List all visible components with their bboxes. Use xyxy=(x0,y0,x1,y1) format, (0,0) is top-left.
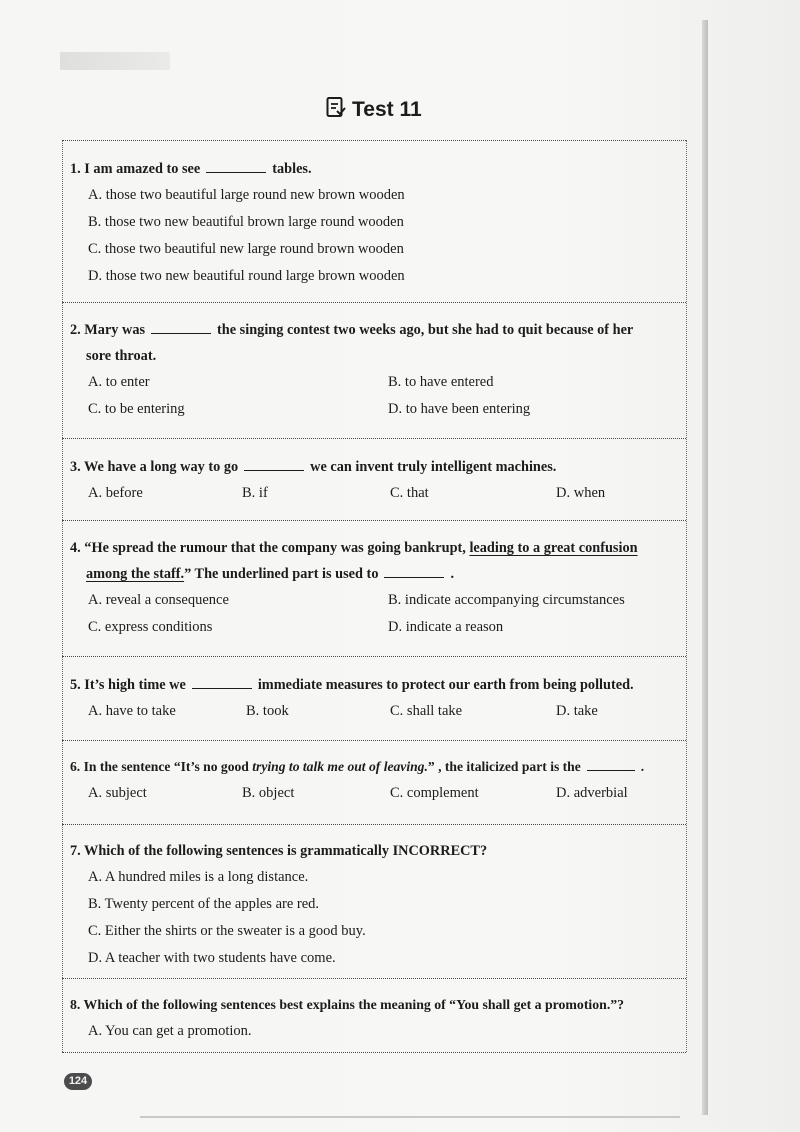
option-a[interactable]: A. subject xyxy=(88,785,147,801)
option-a[interactable]: A. A hundred miles is a long distance. xyxy=(88,869,309,885)
answer-blank[interactable] xyxy=(384,563,444,578)
frame-left-border xyxy=(62,140,63,1052)
option-d[interactable]: D. when xyxy=(556,485,606,501)
page-bottom-edge xyxy=(140,1116,680,1118)
divider xyxy=(62,656,686,657)
option-b[interactable]: B. Twenty percent of the apples are red. xyxy=(88,896,320,912)
options xyxy=(88,480,685,507)
question-stem: 3. We have a long way to go we can invent truly intelligent machines. xyxy=(70,454,685,480)
option-c[interactable]: C. express conditions xyxy=(88,619,213,635)
question-stem: 2. Mary was the singing contest two weeks ago, but she had to quit because of her sore throat. xyxy=(70,317,685,369)
divider xyxy=(62,520,686,521)
header-mark xyxy=(60,52,170,70)
question-stem: 1. I am amazed to see tables. xyxy=(70,156,685,182)
option-d[interactable]: D. A teacher with two students have come. xyxy=(88,950,336,966)
option-c[interactable]: C. Either the shirts or the sweater is a good buy. xyxy=(88,923,366,939)
question-stem: 5. It’s high time we immediate measures to protect our earth from being polluted. xyxy=(70,672,685,698)
question-3 xyxy=(70,454,685,507)
divider xyxy=(62,740,686,741)
divider xyxy=(62,140,686,141)
option-c[interactable]: C. those two beautiful new large round brown wooden xyxy=(88,241,404,257)
answer-blank[interactable] xyxy=(206,158,266,173)
page-spine-shadow xyxy=(702,20,708,1115)
title-text: Test 11 xyxy=(352,98,422,121)
option-b[interactable]: B. if xyxy=(242,485,268,501)
options xyxy=(88,587,685,641)
option-c[interactable]: C. complement xyxy=(390,785,479,801)
page-number: 124 xyxy=(64,1073,92,1090)
answer-blank[interactable] xyxy=(192,674,252,689)
question-5 xyxy=(70,672,685,725)
option-d[interactable]: D. adverbial xyxy=(556,785,628,801)
question-7 xyxy=(70,838,685,972)
answer-blank[interactable] xyxy=(244,456,304,471)
answer-blank[interactable] xyxy=(151,319,211,334)
clipboard-icon xyxy=(326,96,346,124)
page-title xyxy=(326,96,422,124)
options xyxy=(88,698,685,725)
option-a[interactable]: A. You can get a promotion. xyxy=(88,1023,252,1039)
divider xyxy=(62,302,686,303)
question-stem: 4. “He spread the rumour that the company was going bankrupt, leading to a great confusion among the staff.” The underlined part is used to . xyxy=(70,540,638,582)
option-d[interactable]: D. take xyxy=(556,703,598,719)
options xyxy=(88,780,685,807)
option-b[interactable]: B. those two new beautiful brown large round wooden xyxy=(88,214,404,230)
options xyxy=(88,1018,685,1045)
question-2 xyxy=(70,317,685,423)
question-stem: 7. Which of the following sentences is grammatically INCORRECT? xyxy=(70,843,488,859)
option-b[interactable]: B. object xyxy=(242,785,295,801)
option-d[interactable]: D. to have been entering xyxy=(388,401,531,417)
divider xyxy=(62,1052,686,1053)
options xyxy=(88,369,685,423)
option-b[interactable]: B. indicate accompanying circumstances xyxy=(388,592,625,608)
divider xyxy=(62,438,686,439)
answer-blank[interactable] xyxy=(587,756,635,771)
question-8 xyxy=(70,992,685,1045)
question-stem: 6. In the sentence “It’s no good trying to talk me out of leaving.” , the italicized part is the . xyxy=(70,754,685,780)
option-b[interactable]: B. to have entered xyxy=(388,374,494,390)
option-c[interactable]: C. shall take xyxy=(390,703,463,719)
option-d[interactable]: D. indicate a reason xyxy=(388,619,504,635)
question-6 xyxy=(70,754,685,807)
option-a[interactable]: A. have to take xyxy=(88,703,176,719)
question-stem: 8. Which of the following sentences best explains the meaning of “You shall get a promotion.”? xyxy=(70,997,625,1012)
option-a[interactable]: A. those two beautiful large round new brown wooden xyxy=(88,187,405,203)
option-b[interactable]: B. took xyxy=(246,703,289,719)
divider xyxy=(62,978,686,979)
options xyxy=(88,182,685,290)
option-a[interactable]: A. before xyxy=(88,485,143,501)
option-d[interactable]: D. those two new beautiful round large brown wooden xyxy=(88,268,405,284)
options xyxy=(88,864,685,972)
option-a[interactable]: A. to enter xyxy=(88,374,150,390)
option-a[interactable]: A. reveal a consequence xyxy=(88,592,229,608)
question-4 xyxy=(70,535,685,641)
option-c[interactable]: C. to be entering xyxy=(88,401,185,417)
divider xyxy=(62,824,686,825)
option-c[interactable]: C. that xyxy=(390,485,429,501)
question-1 xyxy=(70,156,685,290)
